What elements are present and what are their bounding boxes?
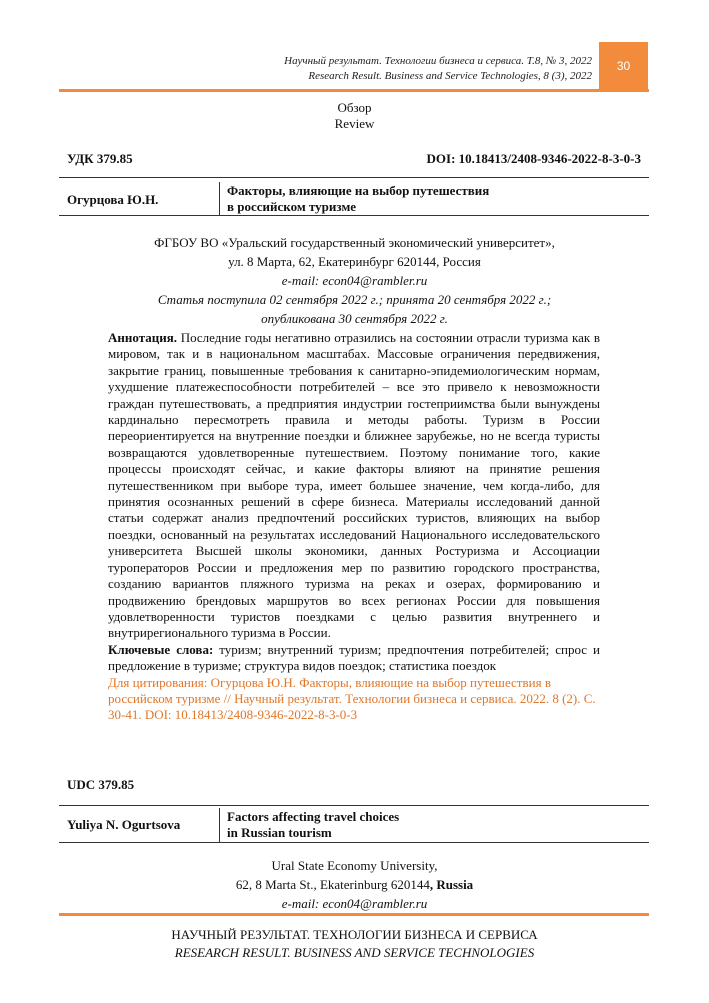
article-type-ru: Обзор [337, 100, 372, 115]
keywords-label: Ключевые слова: [108, 641, 214, 657]
footer [0, 926, 709, 962]
citation-text: Для цитирования: Огурцова Ю.Н. Факторы, влияющие на выбор путешествия в российском туризме // Научный результат. Технологии бизнеса и сервиса. 2022. 8 (2). С. 30-41. DOI: 10.18413/2408-9346-2022-8-3-0-3 [108, 674, 596, 723]
affiliation-en [0, 856, 709, 913]
affiliation-en-country: , Russia [429, 877, 474, 892]
footer-journal-en: RESEARCH RESULT. BUSINESS AND SERVICE TECHNOLOGIES [174, 945, 535, 960]
keywords-text: туризм; внутренний туризм; предпочтения потребителей; спрос и предложение в туризме; структура видов поездок; статистика поездок [108, 641, 601, 674]
abstract-label: Аннотация. [108, 330, 178, 345]
article-type-en: Review [334, 116, 375, 131]
journal-title-en: Research Result. Business and Service Technologies, 8 (3), 2022 [308, 70, 592, 82]
email-ru: e-mail: econ04@rambler.ru [281, 273, 428, 288]
author-name-ru: Огурцова Ю.Н. [67, 192, 159, 207]
en-author-block-divider [219, 808, 220, 842]
affiliation-ru [0, 233, 709, 328]
email-en: e-mail: econ04@rambler.ru [281, 896, 428, 911]
doi-code: DOI: 10.18413/2408-9346-2022-8-3-0-3 [426, 151, 641, 166]
udc-code: UDC 379.85 [67, 777, 135, 792]
abstract-text: Последние годы негативно отразились на состоянии отрасли туризма как в мировом, так и в национальном масштабах. Массовые ограничения передвижения, закрытие границ, повышенные требования к санитарно-эпидемиологическим нормам, ухудшение платежеспособности потребителей – все это привело к невозможности граждан путешествовать, а предприятия индустрии гостеприимства были вынуждены кардинально пересмотреть правила и методы работы. Туризм в России переориентируется на внутренние поездки и ближнее зарубежье, но не всегда туристы возвращаются удовлетворенные путешествием. Поэтому понимание того, какие процессы происходят сейчас, и какие факторы влияют на принятие решения путешественником при выборе тура, имеет большее значение, чем когда-либо, для принятия осознанных решений в сфере бизнеса. Материалы исследований данной статьи содержат анализ предпочтений российских туристов, влияющих на выбор поездки, основанный на результатах исследований Национального исследовательского университета Высшей школы экономики, данных Ростуризма и Ассоциации туроператоров России и предложения мер по развитию городского пространства, созданию вариантов пляжного туризма на реках и озерах, формированию и продвижению брендовых маршрутов во всех регионах России для повышения удовлетворенности туристов поездками с целью развития внутреннего и внутрирегионального туризма в России. [108, 330, 600, 641]
affiliation-ru-line2: ул. 8 Марта, 62, Екатеринбург 620144, Россия [228, 254, 481, 269]
affiliation-en-line1: Ural State Economy University, [271, 858, 438, 873]
affiliation-en-address: 62, 8 Marta St., Ekaterinburg 620144 [235, 877, 430, 892]
article-title-ru-line1: Факторы, влияющие на выбор путешествия [227, 183, 490, 198]
affiliation-ru-line1: ФГБОУ ВО «Уральский государственный экономический университет», [154, 235, 555, 250]
author-block-bottom-rule [59, 215, 649, 216]
article-title-ru [227, 183, 489, 215]
keywords-paragraph [108, 642, 600, 675]
footer-journal-ru: НАУЧНЫЙ РЕЗУЛЬТАТ. ТЕХНОЛОГИИ БИЗНЕСА И СЕРВИСА [171, 927, 538, 942]
author-block-top-rule [59, 177, 649, 178]
abstract-block [108, 330, 600, 724]
article-title-ru-line2: в российском туризме [227, 199, 357, 214]
abstract-paragraph [108, 330, 600, 642]
affiliation-en-line2 [0, 875, 709, 894]
article-title-en-line2: in Russian tourism [227, 825, 332, 840]
page-number-badge [599, 42, 648, 90]
header-rule [59, 89, 649, 92]
en-author-block-top-rule [59, 805, 649, 806]
article-title-en-line1: Factors affecting travel choices [227, 809, 400, 824]
article-type [0, 100, 709, 132]
page-number: 30 [616, 59, 631, 73]
article-title-en [227, 809, 399, 841]
en-author-block-bottom-rule [59, 842, 649, 843]
footer-rule [59, 913, 649, 916]
article-dates-line2: опубликована 30 сентября 2022 г. [261, 311, 448, 326]
journal-header [284, 54, 592, 84]
journal-title-ru: Научный результат. Технологии бизнеса и сервиса. Т.8, № 3, 2022 [284, 55, 592, 67]
article-dates-line1: Статья поступила 02 сентября 2022 г.; принята 20 сентября 2022 г.; [157, 292, 552, 307]
author-name-en: Yuliya N. Ogurtsova [67, 817, 181, 832]
author-block-divider [219, 182, 220, 215]
udk-code: УДК 379.85 [67, 151, 133, 166]
